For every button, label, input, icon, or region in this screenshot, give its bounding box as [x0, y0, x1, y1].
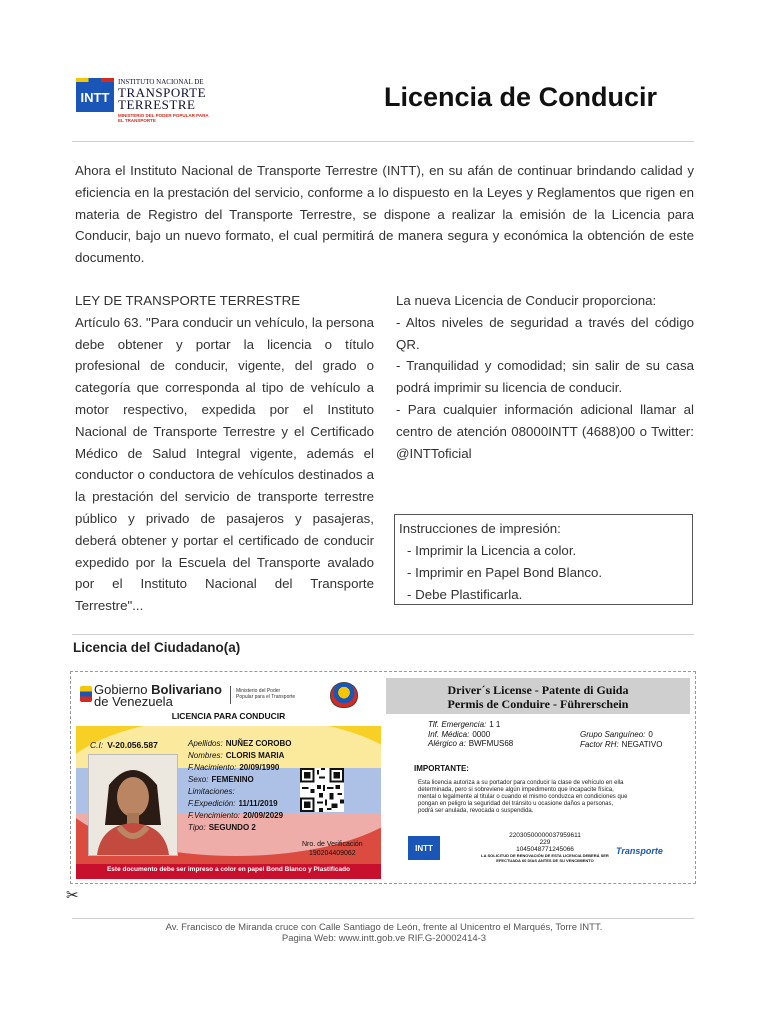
gov-flag-icon: [80, 686, 92, 702]
field-row: [188, 738, 291, 750]
license-front: [76, 676, 381, 879]
qr-code-icon: [300, 768, 344, 812]
back-fields-left: [428, 720, 513, 749]
verification: [302, 840, 363, 858]
field-value: CLORIS MARIA: [225, 751, 285, 760]
gov-bold-word: Bolivariano: [151, 682, 222, 697]
field-value: 20/09/2029: [243, 811, 284, 820]
back-field-value: 0: [648, 730, 653, 739]
gov-ministry: Ministerio del Poder Popular para el Transporte: [236, 688, 296, 700]
back-field-label: Factor RH:: [580, 739, 619, 749]
field-label: F.Expedición:: [188, 799, 236, 808]
back-title-2: Permis de Conduire - Führerschein: [447, 697, 629, 711]
ci-label: C.I:: [90, 740, 104, 750]
back-field-label: Grupo Sanguíneo:: [580, 730, 646, 739]
field-label: Sexo:: [188, 775, 209, 784]
back-field: [580, 740, 662, 750]
field-value: NUÑEZ COROBO: [225, 739, 292, 748]
instruction-item: - Debe Plastificarla.: [407, 587, 523, 602]
field-value: 11/11/2019: [238, 799, 278, 808]
field-row: [188, 786, 291, 798]
field-value: 20/09/1990: [239, 763, 280, 772]
instructions-heading: Instrucciones de impresión:: [399, 521, 561, 536]
law-text: Artículo 63. "Para conducir un vehículo, la persona debe obtener y portar la licencia o título profesional de conducir, vigente, del grado o categoría que corresponda al tipo de vehículo a motor respectivo, expedida por el Instituto Nacional de Transporte Terrestre y el Certificado Médico de Salud Integral vigente, además el conductor o conductora de vehículos destinados a la prestación del servicio de transporte terrestre público y privado de pasajeros y pasajeras, deberá obtener y portar el certificado de conducir expedido por la Escuela del Transporte avalado por el Instituto Nacional del Transporte Terrestre"...: [75, 314, 374, 614]
holder-photo: [88, 754, 178, 856]
field-label: F.Nacimiento:: [188, 763, 237, 772]
verification-number: 190204409062: [308, 850, 356, 857]
field-value: SEGUNDO 2: [208, 823, 256, 832]
intt-logo: [76, 78, 216, 130]
back-field-value: NEGATIVO: [621, 739, 663, 749]
footer-divider: [72, 918, 694, 919]
law-heading: LEY DE TRANSPORTE TERRESTRE: [75, 293, 301, 308]
ci-value: V-20.056.587: [107, 740, 158, 750]
transporte-logo: Transporte: [616, 846, 663, 856]
back-field-value: BWFMUS68: [468, 739, 514, 748]
field-row: [188, 822, 291, 834]
footer: [0, 922, 768, 944]
back-field-value: 1 1: [489, 720, 501, 729]
intro-paragraph: Ahora el Instituto Nacional de Transporte Terrestre (INTT), en su afán de continuar brindando calidad y eficiencia en la prestación del servicio, conforme a lo dispuesto en la Leyes y Reglamentos que rigen en materia de Registro del Transporte Terrestre, se dispone a realizar la emisión de la Licencia para Conducir, bajo un nuevo formato, el cual permitirá de manera segura y económica la obtención de este documento.: [75, 163, 694, 266]
header-divider: [72, 141, 694, 142]
benefits-column: [396, 290, 694, 464]
field-label: F.Vencimiento:: [188, 811, 241, 820]
logo-line1: INSTITUTO NACIONAL DE: [118, 78, 204, 86]
important-text: Esta licencia autoriza a su portador para conducir la clase de vehículo en ella determinada, pero si sobreviene algún impedimento que incapacite física, mental o legalmente al titular o cuando el mismo conduzca en condiciones que pongan en peligro la seguridad del tránsito u ocasione daños a personas, podrá ser anulada, revocada o suspendida.: [418, 780, 628, 814]
back-fields-right: [580, 730, 662, 749]
gov-country: de Venezuela: [94, 694, 173, 709]
back-field: [428, 730, 513, 740]
renewal-note: LA SOLICITUD DE RENOVACIÓN DE ESTA LICENCIA DEBERÁ SER EFECTUADA 60 DÍAS ANTES DE SU VENCIMIENTO: [481, 853, 609, 863]
verification-label: Nro. de Verificación: [302, 841, 363, 848]
important-title: IMPORTANTE:: [414, 764, 469, 773]
footer-address: Av. Francisco de Miranda cruce con Calle Santiago de León, frente al Unicentro el Marqués, Torre INTT.: [165, 922, 603, 933]
back-header: [386, 678, 690, 714]
back-title-1: Driver´s License - Patente di Guida: [447, 683, 629, 697]
print-instructions-box: [394, 514, 693, 605]
footer-web: Pagina Web: www.intt.gob.ve RIF.G-20002414-3: [281, 933, 487, 944]
field-label: Apellidos:: [188, 739, 223, 748]
field-row: [188, 750, 291, 762]
gov-separator: [230, 686, 231, 704]
license-back: [384, 676, 692, 879]
section-title: Licencia del Ciudadano(a): [73, 640, 241, 655]
logo-line2: TRANSPORTE: [118, 85, 207, 100]
law-column: [75, 290, 374, 617]
benefit-item: - Para cualquier información adicional llamar al centro de atención 08000INTT (4688)00 o Twitter: @INTToficial: [396, 401, 694, 461]
scissors-icon: ✂: [66, 887, 79, 904]
back-field: [428, 720, 513, 730]
barcode-line: 1045048771245066: [516, 846, 574, 853]
benefit-item: - Tranquilidad y comodidad; sin salir de su casa podrá imprimir su licencia de conducir.: [396, 358, 694, 396]
instruction-item: - Imprimir la Licencia a color.: [407, 543, 577, 558]
coat-of-arms-icon: [330, 682, 358, 708]
license-subtitle: LICENCIA PARA CONDUCIR: [171, 711, 286, 721]
back-field-label: Tlf. Emergencia:: [428, 720, 487, 729]
field-row: [188, 762, 291, 774]
field-row: [188, 810, 291, 822]
intt-mini-logo: INTT: [408, 836, 440, 860]
logo-line3: TERRESTRE: [118, 97, 196, 112]
field-value: FEMENINO: [211, 775, 254, 784]
field-row: [188, 774, 291, 786]
gov-logo: [94, 684, 222, 708]
back-field: [428, 739, 513, 749]
field-label: Nombres:: [188, 751, 223, 760]
barcode-line: 22030500000037959611: [509, 832, 581, 839]
barcode-line: 229: [539, 839, 551, 846]
back-field-label: Inf. Médica:: [428, 729, 470, 739]
gov-word: Gobierno: [94, 682, 148, 697]
barcode-block: [480, 832, 610, 863]
back-field-value: 0000: [472, 729, 491, 739]
logo-abbr: INTT: [76, 82, 114, 112]
page-title: Licencia de Conducir: [384, 82, 658, 112]
back-field-label: Alérgico a:: [428, 739, 466, 748]
benefit-item: - Altos niveles de seguridad a través del código QR.: [396, 314, 694, 352]
field-label: Tipo:: [188, 823, 206, 832]
holder-fields: [188, 738, 291, 834]
field-label: Limitaciones:: [188, 787, 235, 796]
ci-row: [90, 740, 158, 750]
field-row: [188, 798, 291, 810]
logo-ministry: MINISTERIO DEL PODER POPULAR PARA EL TRANSPORTE: [118, 113, 209, 123]
instruction-item: - Imprimir en Papel Bond Blanco.: [407, 565, 603, 580]
benefits-heading: La nueva Licencia de Conducir proporciona:: [396, 293, 657, 308]
person-photo-icon: [89, 755, 177, 855]
section-divider: [72, 634, 694, 635]
back-field: [580, 730, 662, 740]
print-note: Este documento debe ser impreso a color en papel Bond Blanco y Plastificado: [106, 866, 351, 873]
